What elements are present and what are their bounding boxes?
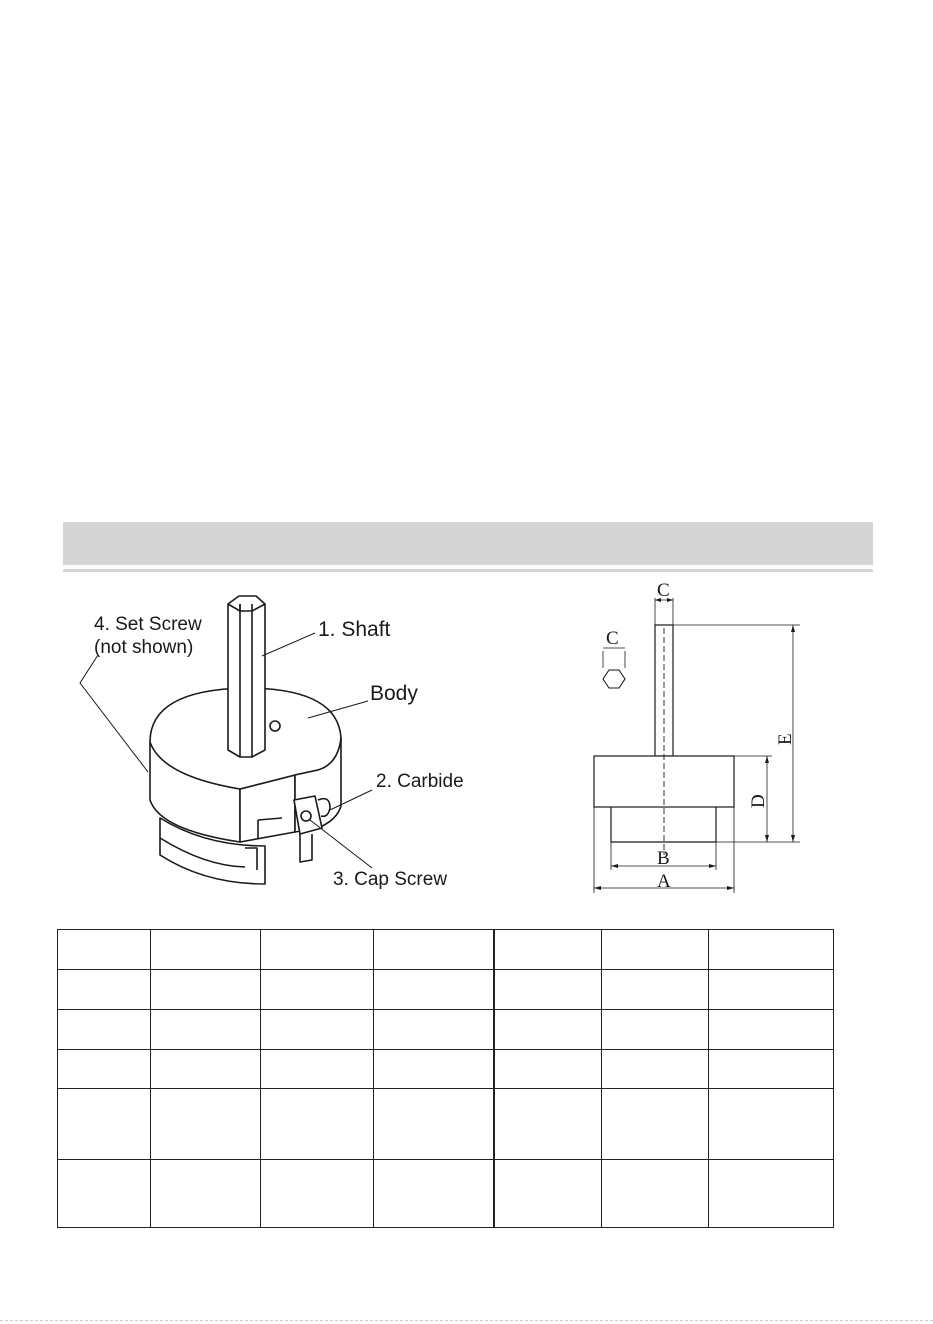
leader-shaft bbox=[262, 633, 315, 656]
table-cell bbox=[602, 1160, 709, 1228]
table-cell bbox=[58, 1050, 151, 1089]
dimension-arrows bbox=[594, 598, 795, 890]
table-cell bbox=[494, 930, 602, 970]
table-cell bbox=[151, 930, 261, 970]
callout-carbide: 2. Carbide bbox=[376, 771, 464, 792]
table-cell bbox=[151, 1089, 261, 1160]
table-cell bbox=[709, 1010, 834, 1050]
table-cell bbox=[261, 1050, 374, 1089]
table-cell bbox=[261, 1010, 374, 1050]
table-cell bbox=[602, 1089, 709, 1160]
spec-table bbox=[57, 929, 834, 1228]
table-cell bbox=[261, 1160, 374, 1228]
callout-cap-screw: 3. Cap Screw bbox=[333, 869, 448, 890]
table-row bbox=[58, 1050, 834, 1089]
table-cell bbox=[374, 970, 494, 1010]
table-cell bbox=[261, 970, 374, 1010]
table-cell bbox=[58, 1160, 151, 1228]
hex-shaft bbox=[228, 596, 265, 757]
dimension-drawing bbox=[594, 598, 800, 893]
table-row bbox=[58, 1160, 834, 1228]
callout-set-screw-note: (not shown) bbox=[94, 637, 194, 658]
hex-section-icon bbox=[603, 670, 625, 688]
table-cell bbox=[709, 1160, 834, 1228]
dim-label-d: D bbox=[748, 794, 769, 808]
tool-figures bbox=[0, 575, 933, 905]
table-cell bbox=[374, 1089, 494, 1160]
section-header-banner bbox=[63, 522, 873, 565]
table-cell bbox=[494, 1089, 602, 1160]
dim-label-shaft-c: C bbox=[657, 580, 670, 601]
table-row bbox=[58, 970, 834, 1010]
page-bottom-edge bbox=[0, 1320, 933, 1321]
table-cell bbox=[494, 970, 602, 1010]
table-cell bbox=[602, 930, 709, 970]
table-cell bbox=[602, 970, 709, 1010]
table-row bbox=[58, 1010, 834, 1050]
table-cell bbox=[709, 930, 834, 970]
callout-body: Body bbox=[370, 682, 418, 705]
section-divider bbox=[63, 569, 873, 572]
leader-cap-screw bbox=[310, 820, 372, 868]
table-cell bbox=[261, 1089, 374, 1160]
table-cell bbox=[494, 1050, 602, 1089]
callout-shaft: 1. Shaft bbox=[318, 618, 391, 641]
table-cell bbox=[374, 1010, 494, 1050]
table-row bbox=[58, 930, 834, 970]
dim-label-e: E bbox=[775, 733, 796, 745]
table-cell bbox=[602, 1010, 709, 1050]
table-cell bbox=[374, 1160, 494, 1228]
table-cell bbox=[374, 1050, 494, 1089]
table-cell bbox=[494, 1160, 602, 1228]
dim-label-b: B bbox=[657, 848, 670, 869]
table-cell bbox=[494, 1010, 602, 1050]
table-cell bbox=[58, 1010, 151, 1050]
leader-set-screw bbox=[80, 655, 148, 772]
table-cell bbox=[151, 1160, 261, 1228]
table-cell bbox=[58, 970, 151, 1010]
dim-label-a: A bbox=[657, 871, 671, 892]
table-cell bbox=[58, 1089, 151, 1160]
table-row bbox=[58, 1089, 834, 1160]
table-cell bbox=[58, 930, 151, 970]
table-cell bbox=[374, 930, 494, 970]
table-cell bbox=[709, 1050, 834, 1089]
table-cell bbox=[709, 970, 834, 1010]
table-cell bbox=[261, 930, 374, 970]
dim-label-hex-c: C bbox=[606, 628, 619, 649]
table-cell bbox=[151, 970, 261, 1010]
pilot-outline bbox=[611, 807, 716, 842]
table-cell bbox=[151, 1010, 261, 1050]
table-cell bbox=[602, 1050, 709, 1089]
table-cell bbox=[151, 1050, 261, 1089]
callout-set-screw: 4. Set Screw bbox=[94, 614, 202, 635]
table-cell bbox=[709, 1089, 834, 1160]
